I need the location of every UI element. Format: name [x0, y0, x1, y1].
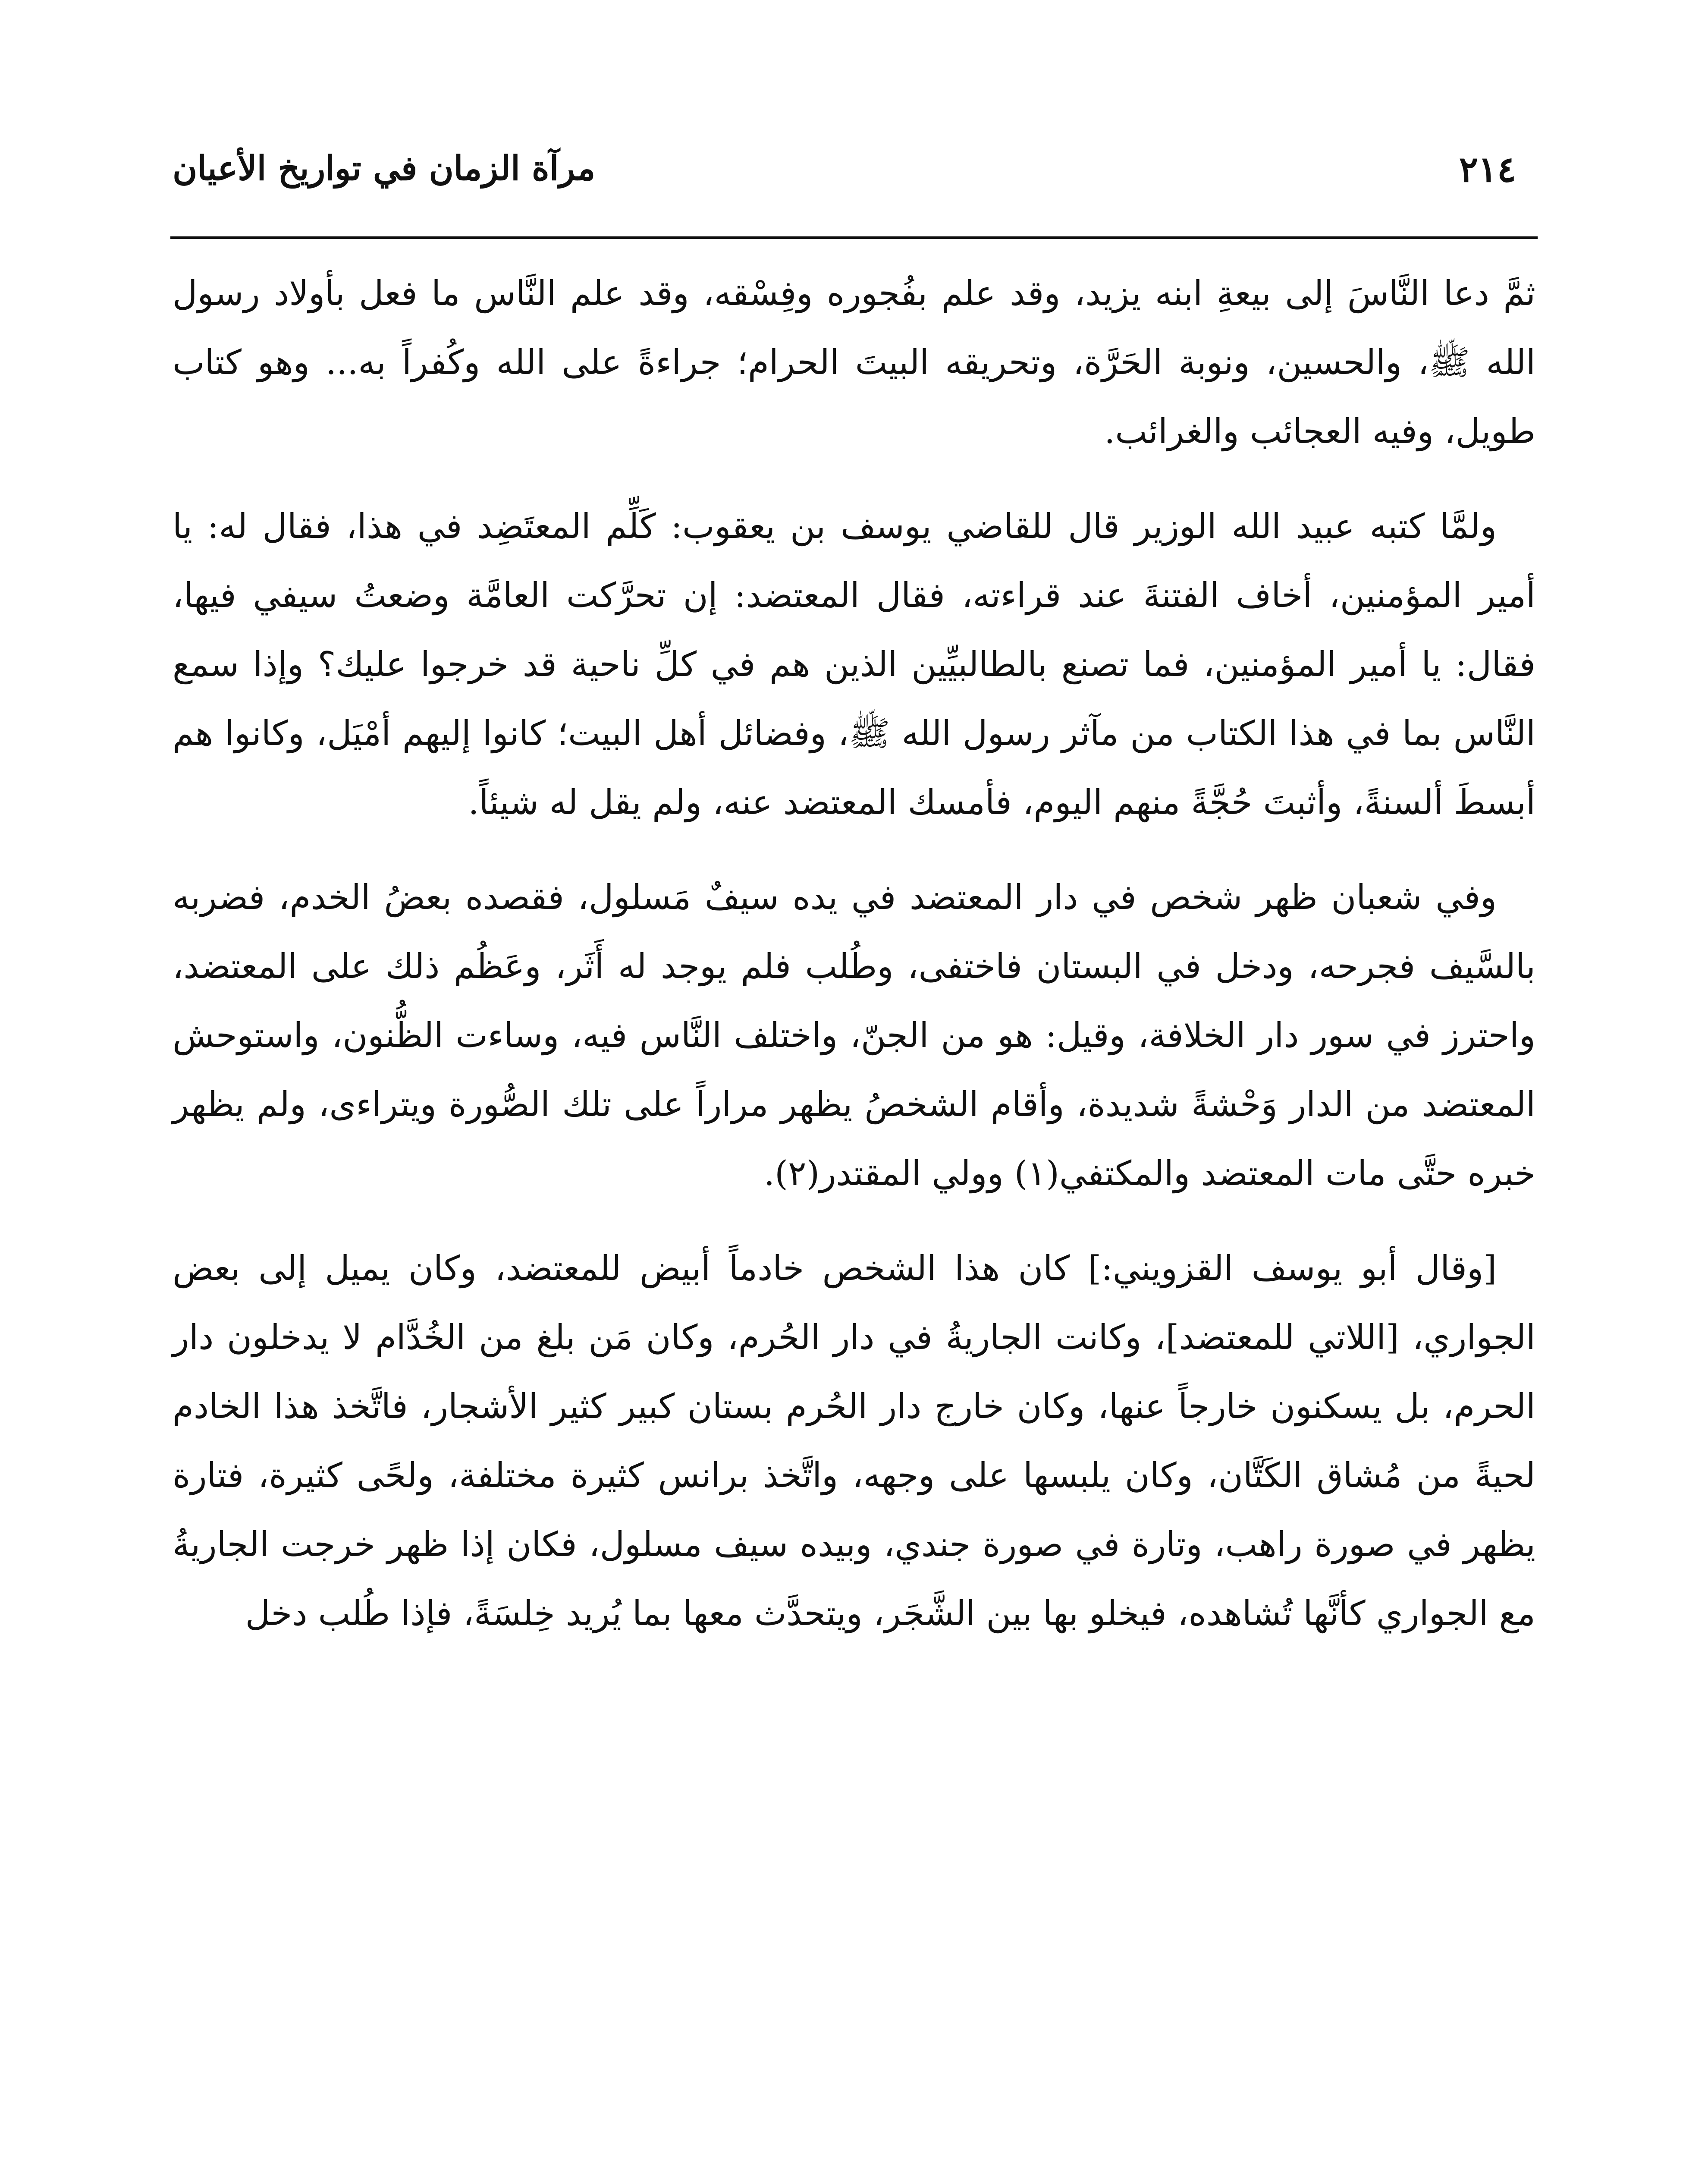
header-divider — [170, 236, 1538, 239]
running-header — [173, 149, 1535, 214]
paragraph-1: ثمَّ دعا النَّاسَ إلى بيعةِ ابنه يزيد، وقد علم بفُجوره وفِسْقه، وقد علم النَّاس ما فعل بأولاد رسول الله ﷺ، والحسين، ونوبة الحَرَّة، وتحريقه البيتَ الحرام؛ جراءةً على الله وكُفراً به... وهو كتاب طويل، وفيه العجائب والغرائب. — [173, 274, 1535, 451]
paragraph-2: ولمَّا كتبه عبيد الله الوزير قال للقاضي يوسف بن يعقوب: كَلِّم المعتَضِد في هذا، فقال له: يا أمير المؤمنين، أخاف الفتنةَ عند قراءته، فقال المعتضد: إن تحرَّكت العامَّة وضعتُ سيفي فيها، فقال: يا أمير المؤمنين، فما تصنع بالطالبيِّين الذين هم في كلِّ ناحية قد خرجوا عليك؟ وإذا سمع النَّاس بما في هذا الكتاب من مآثر رسول الله ﷺ، وفضائل أهل البيت؛ كانوا إليهم أمْيَل، وكانوا هم أبسطَ ألسنةً، وأثبتَ حُجَّةً منهم اليوم، فأمسك المعتضد عنه، ولم يقل له شيئاً. — [173, 506, 1535, 822]
paragraph-3: وفي شعبان ظهر شخص في دار المعتضد في يده سيفٌ مَسلول، فقصده بعضُ الخدم، فضربه بالسَّيف فجرحه، ودخل في البستان فاختفى، وطُلب فلم يوجد له أَثَر، وعَظُم ذلك على المعتضد، واحترز في سور دار الخلافة، وقيل: هو من الجنّ، واختلف النَّاس فيه، وساءت الظُّنون، واستوحش المعتضد من الدار وَحْشةً شديدة، وأقام الشخصُ يظهر مراراً على تلك الصُّورة ويتراءى، ولم يظهر خبره حتَّى مات المعتضد والمكتفي(١) وولي المقتدر(٢). — [173, 877, 1535, 1193]
paragraph-4: [وقال أبو يوسف القزويني:] كان هذا الشخص خادماً أبيض للمعتضد، وكان يميل إلى بعض الجواري، [اللاتي للمعتضد]، وكانت الجاريةُ في دار الحُرم، وكان مَن بلغ من الخُدَّام لا يدخلون دار الحرم، بل يسكنون خارجاً عنها، وكان خارج دار الحُرم بستان كبير كثير الأشجار، فاتَّخذ هذا الخادم لحيةً من مُشاق الكَتَّان، وكان يلبسها على وجهه، واتَّخذ برانس كثيرة مختلفة، ولحًى كثيرة، فتارة يظهر في صورة راهب، وتارة في صورة جندي، وبيده سيف مسلول، فكان إذا ظهر خرجت الجاريةُ مع الجواري كأنَّها تُشاهده، فيخلو بها بين الشَّجَر، ويتحدَّث معها بما يُريد خِلسَةً، فإذا طُلب دخل — [173, 1248, 1535, 1633]
page-number: ٢١٤ — [1459, 149, 1516, 190]
book-title: مرآة الزمان في تواريخ الأعيان — [173, 149, 596, 188]
main-text — [173, 259, 1535, 1674]
